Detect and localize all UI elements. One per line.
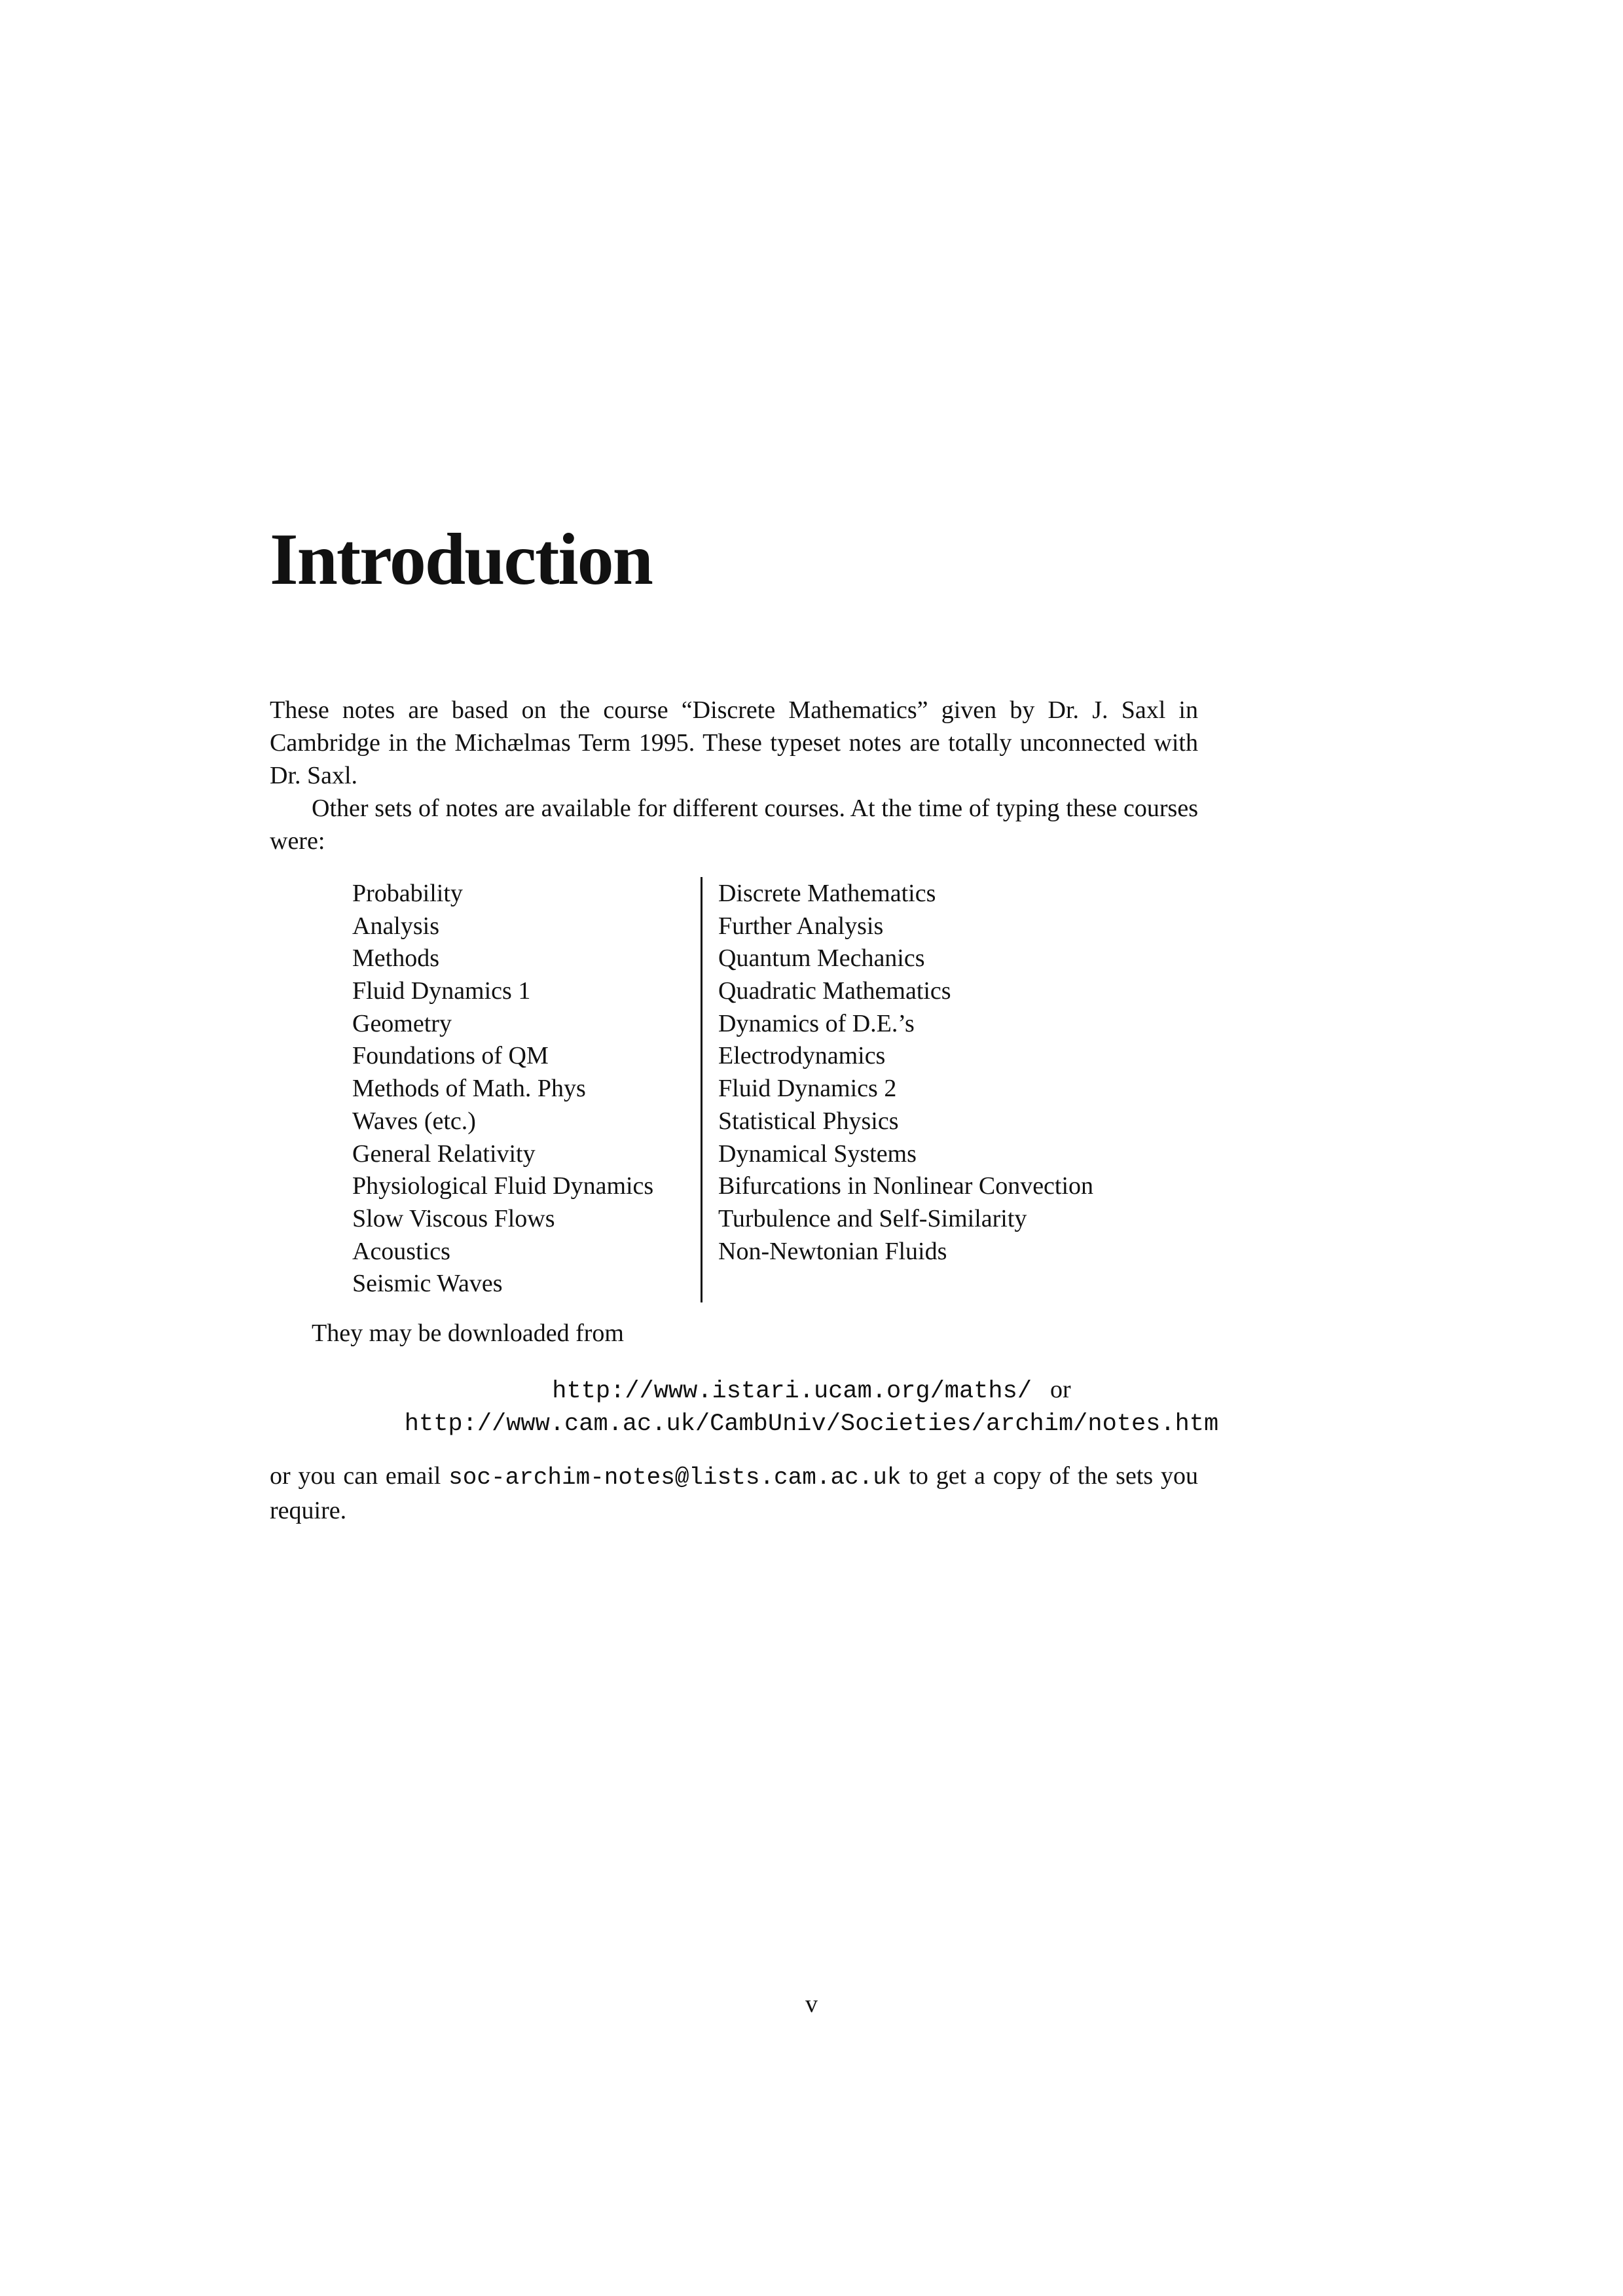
course-item: Probability bbox=[352, 880, 463, 907]
course-item: Methods of Math. Phys bbox=[352, 1075, 586, 1103]
url-line-2 bbox=[0, 1406, 1623, 1441]
course-item: Slow Viscous Flows bbox=[352, 1204, 555, 1232]
email-paragraph bbox=[270, 1460, 1198, 1527]
course-item: Turbulence and Self-Similarity bbox=[718, 1204, 1027, 1232]
course-item: Waves (etc.) bbox=[352, 1107, 476, 1135]
url-line-1 bbox=[0, 1373, 1623, 1408]
download-intro: They may be downloaded from bbox=[312, 1319, 624, 1347]
course-item: Physiological Fluid Dynamics bbox=[352, 1172, 654, 1200]
email-suffix: to get a copy of the sets you require. bbox=[270, 1462, 1199, 1524]
course-item: Acoustics bbox=[352, 1237, 450, 1265]
course-item: Further Analysis bbox=[718, 912, 884, 940]
course-item: General Relativity bbox=[352, 1139, 536, 1168]
intro-paragraph: These notes are based on the course “Discrete Mathematics” given by Dr. J. Saxl in Cambridge in the Michælmas Term 1995. These typeset notes are totally unconnected with Dr. Saxl. bbox=[270, 696, 1198, 789]
course-table bbox=[352, 877, 1093, 1302]
course-item: Foundations of QM bbox=[352, 1042, 549, 1070]
email-address-link[interactable]: soc-archim-notes@lists.cam.ac.uk bbox=[448, 1464, 902, 1491]
course-item: Quantum Mechanics bbox=[718, 944, 925, 973]
cam-notes-url-link[interactable]: http://www.cam.ac.uk/CambUniv/Societies/archim/notes.htm bbox=[404, 1410, 1219, 1438]
course-item: Analysis bbox=[352, 912, 439, 940]
course-item: Electrodynamics bbox=[718, 1042, 886, 1070]
course-item: Dynamical Systems bbox=[718, 1139, 917, 1168]
page-number: v bbox=[805, 1990, 818, 2018]
course-item: Seismic Waves bbox=[352, 1270, 503, 1298]
course-item: Methods bbox=[352, 944, 439, 973]
or-word: or bbox=[1050, 1376, 1071, 1403]
course-item: Discrete Mathematics bbox=[718, 880, 936, 907]
course-column-left bbox=[352, 877, 701, 1302]
email-prefix: or you can email bbox=[270, 1462, 441, 1490]
course-item: Fluid Dynamics 1 bbox=[352, 977, 531, 1005]
istari-url-link[interactable]: http://www.istari.ucam.org/maths/ bbox=[552, 1378, 1032, 1405]
course-item: Geometry bbox=[352, 1009, 452, 1037]
course-item: Dynamics of D.E.’s bbox=[718, 1009, 915, 1037]
course-item: Fluid Dynamics 2 bbox=[718, 1075, 897, 1103]
page-title: Introduction bbox=[270, 519, 652, 600]
course-item: Quadratic Mathematics bbox=[718, 977, 951, 1005]
course-item: Non-Newtonian Fluids bbox=[718, 1237, 947, 1265]
course-item: Statistical Physics bbox=[718, 1107, 899, 1135]
courses-paragraph: Other sets of notes are available for different courses. At the time of typing these courses were: bbox=[270, 795, 1198, 855]
course-column-right bbox=[702, 877, 1093, 1302]
course-item: Bifurcations in Nonlinear Convection bbox=[718, 1172, 1094, 1200]
